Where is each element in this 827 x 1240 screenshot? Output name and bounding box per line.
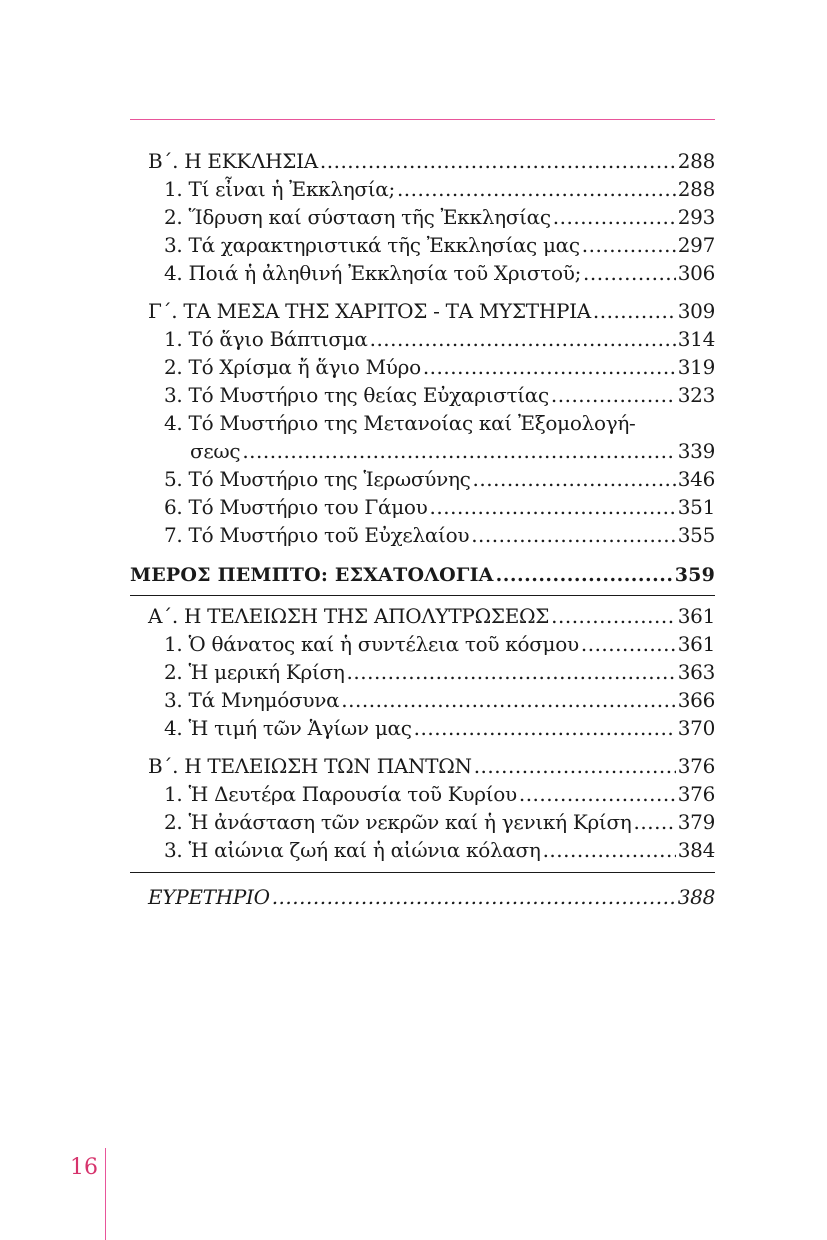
entry-title: Β΄. Η ΤΕΛΕΙΩΣΗ ΤΩΝ ΠΑΝΤΩΝ [148,754,472,778]
toc-entry[interactable] [130,808,715,836]
entry-page: 355 [677,523,715,547]
entry-title: 4. Ποιά ἡ ἀληθινή Ἐκκλησία τοῦ Χριστοῦ; [164,261,582,285]
toc-entry-wrapped-first-line[interactable]: 4. Τό Μυστήριο της Μετανοίας καί Ἐξομολογή- [164,411,636,435]
entry-page: 376 [677,754,715,778]
section-mystiria [130,297,715,549]
entry-title: 1. Ὁ θάνατος καί ἡ συντέλεια τοῦ κόσμου [164,632,579,656]
part-divider [130,595,715,596]
entry-page: 293 [677,205,715,229]
toc-entry[interactable] [130,658,715,686]
toc-entry[interactable] [130,231,715,259]
entry-page: 379 [677,810,715,834]
side-rule [105,1148,106,1240]
toc-entry[interactable] [130,686,715,714]
dot-leader [347,658,676,686]
toc-entry[interactable] [130,752,715,780]
toc-entry-index[interactable] [130,883,715,911]
toc-entry[interactable] [130,602,715,630]
dot-leader [553,203,676,231]
toc-entry[interactable] [130,353,715,381]
dot-leader [341,686,675,714]
toc-entry[interactable] [130,325,715,353]
entry-page: 376 [677,782,715,806]
toc-entry[interactable] [130,297,715,325]
entry-title: 2. Ἡ ἀνάσταση τῶν νεκρῶν καί ἡ γενική Κρίση [164,810,632,834]
entry-title: Β΄. Η ΕΚΚΛΗΣΙΑ [148,149,318,173]
dot-leader [496,561,673,589]
entry-page: 366 [677,688,715,712]
entry-title: 3. Τά χαρακτηριστικά τῆς Ἐκκλησίας μας [164,233,580,257]
entry-page: 361 [677,632,715,656]
dot-leader [474,752,676,780]
entry-page: 288 [677,177,715,201]
entry-title: 3. Ἡ αἰώνια ζωή καί ἡ αἰώνια κόλαση [164,838,541,862]
dot-leader [414,714,676,742]
entry-title: 1. Ἡ Δευτέρα Παρουσία τοῦ Κυρίου [164,782,517,806]
index-divider [130,872,715,873]
entry-title: 3. Τό Μυστήριο της θείας Εὐχαριστίας [164,383,549,407]
entry-page: 361 [677,604,715,628]
entry-page: 346 [677,467,715,491]
toc-part-heading[interactable] [130,561,715,589]
part-page: 359 [674,564,715,586]
dot-leader [272,883,676,911]
toc-entry[interactable] [130,203,715,231]
entry-page: 297 [677,233,715,257]
entry-title: 2. Ἡ μερική Κρίση [164,660,345,684]
toc-entry[interactable] [130,521,715,549]
dot-leader [551,381,676,409]
entry-title: Α΄. Η ΤΕΛΕΙΩΣΗ ΤΗΣ ΑΠΟΛΥΤΡΩΣΕΩΣ [148,604,550,628]
toc-entry[interactable] [130,836,715,864]
dot-leader [471,521,676,549]
entry-title: 4. Ἡ τιμή τῶν Ἁγίων μας [164,716,412,740]
entry-page: 288 [677,149,715,173]
dot-leader [543,836,676,864]
toc-entry[interactable] [130,493,715,521]
toc-entry[interactable] [130,437,715,465]
entry-title: 5. Τό Μυστήριο της Ἱερωσύνης [164,467,471,491]
dot-leader [473,465,676,493]
section-teleiosi-panton [130,752,715,864]
entry-title: Γ΄. ΤΑ ΜΕΣΑ ΤΗΣ ΧΑΡΙΤΟΣ - ΤΑ ΜΥΣΤΗΡΙΑ [148,299,591,323]
section-ekklisia [130,147,715,287]
dot-leader [242,437,675,465]
dot-leader [430,493,676,521]
toc-entry[interactable] [130,780,715,808]
entry-page: 306 [677,261,715,285]
entry-page: 384 [677,838,715,862]
entry-title: 7. Τό Μυστήριο τοῦ Εὐχελαίου [164,523,470,547]
entry-page: 319 [677,355,715,379]
toc-entry[interactable] [130,465,715,493]
entry-title: 3. Τά Μνημόσυνα [164,688,340,712]
entry-title: ΕΥΡΕΤΗΡΙΟ [148,885,270,909]
dot-leader [397,175,676,203]
entry-title: σεως [190,439,241,463]
dot-leader [583,259,676,287]
section-teleiosi-apolytroseos [130,602,715,742]
dot-leader [593,297,676,325]
entry-title: 1. Τί εἶναι ἡ Ἐκκλησία; [164,177,395,201]
page-number: 16 [70,1155,98,1180]
entry-title: 2. Ἵδρυση καί σύσταση τῆς Ἐκκλησίας [164,205,551,229]
top-rule [130,119,715,120]
entry-page: 339 [677,439,715,463]
toc-entry[interactable] [130,630,715,658]
toc-entry[interactable] [130,714,715,742]
toc-entry[interactable] [130,259,715,287]
toc-entry[interactable] [130,147,715,175]
dot-leader [581,630,676,658]
entry-page: 314 [677,327,715,351]
part-title: ΜΕΡΟΣ ΠΕΜΠΤΟ: ΕΣΧΑΤΟΛΟΓΙΑ [130,564,494,586]
entry-title: 2. Τό Χρίσμα ἤ ἅγιο Μύρο [164,355,421,379]
toc-entry[interactable] [130,175,715,203]
dot-leader [423,353,676,381]
entry-page: 363 [677,660,715,684]
entry-page: 351 [677,495,715,519]
dot-leader [551,602,676,630]
entry-page: 323 [677,383,715,407]
entry-page: 309 [677,299,715,323]
entry-title: 6. Τό Μυστήριο του Γάμου [164,495,428,519]
entry-page: 388 [677,885,715,909]
entry-title: 1. Τό ἅγιο Βάπτισμα [164,327,368,351]
toc-entry[interactable] [130,381,715,409]
dot-leader [320,147,676,175]
entry-page: 370 [677,716,715,740]
dot-leader [582,231,676,259]
table-of-contents [130,147,715,911]
dot-leader [634,808,676,836]
dot-leader [370,325,676,353]
dot-leader [519,780,676,808]
